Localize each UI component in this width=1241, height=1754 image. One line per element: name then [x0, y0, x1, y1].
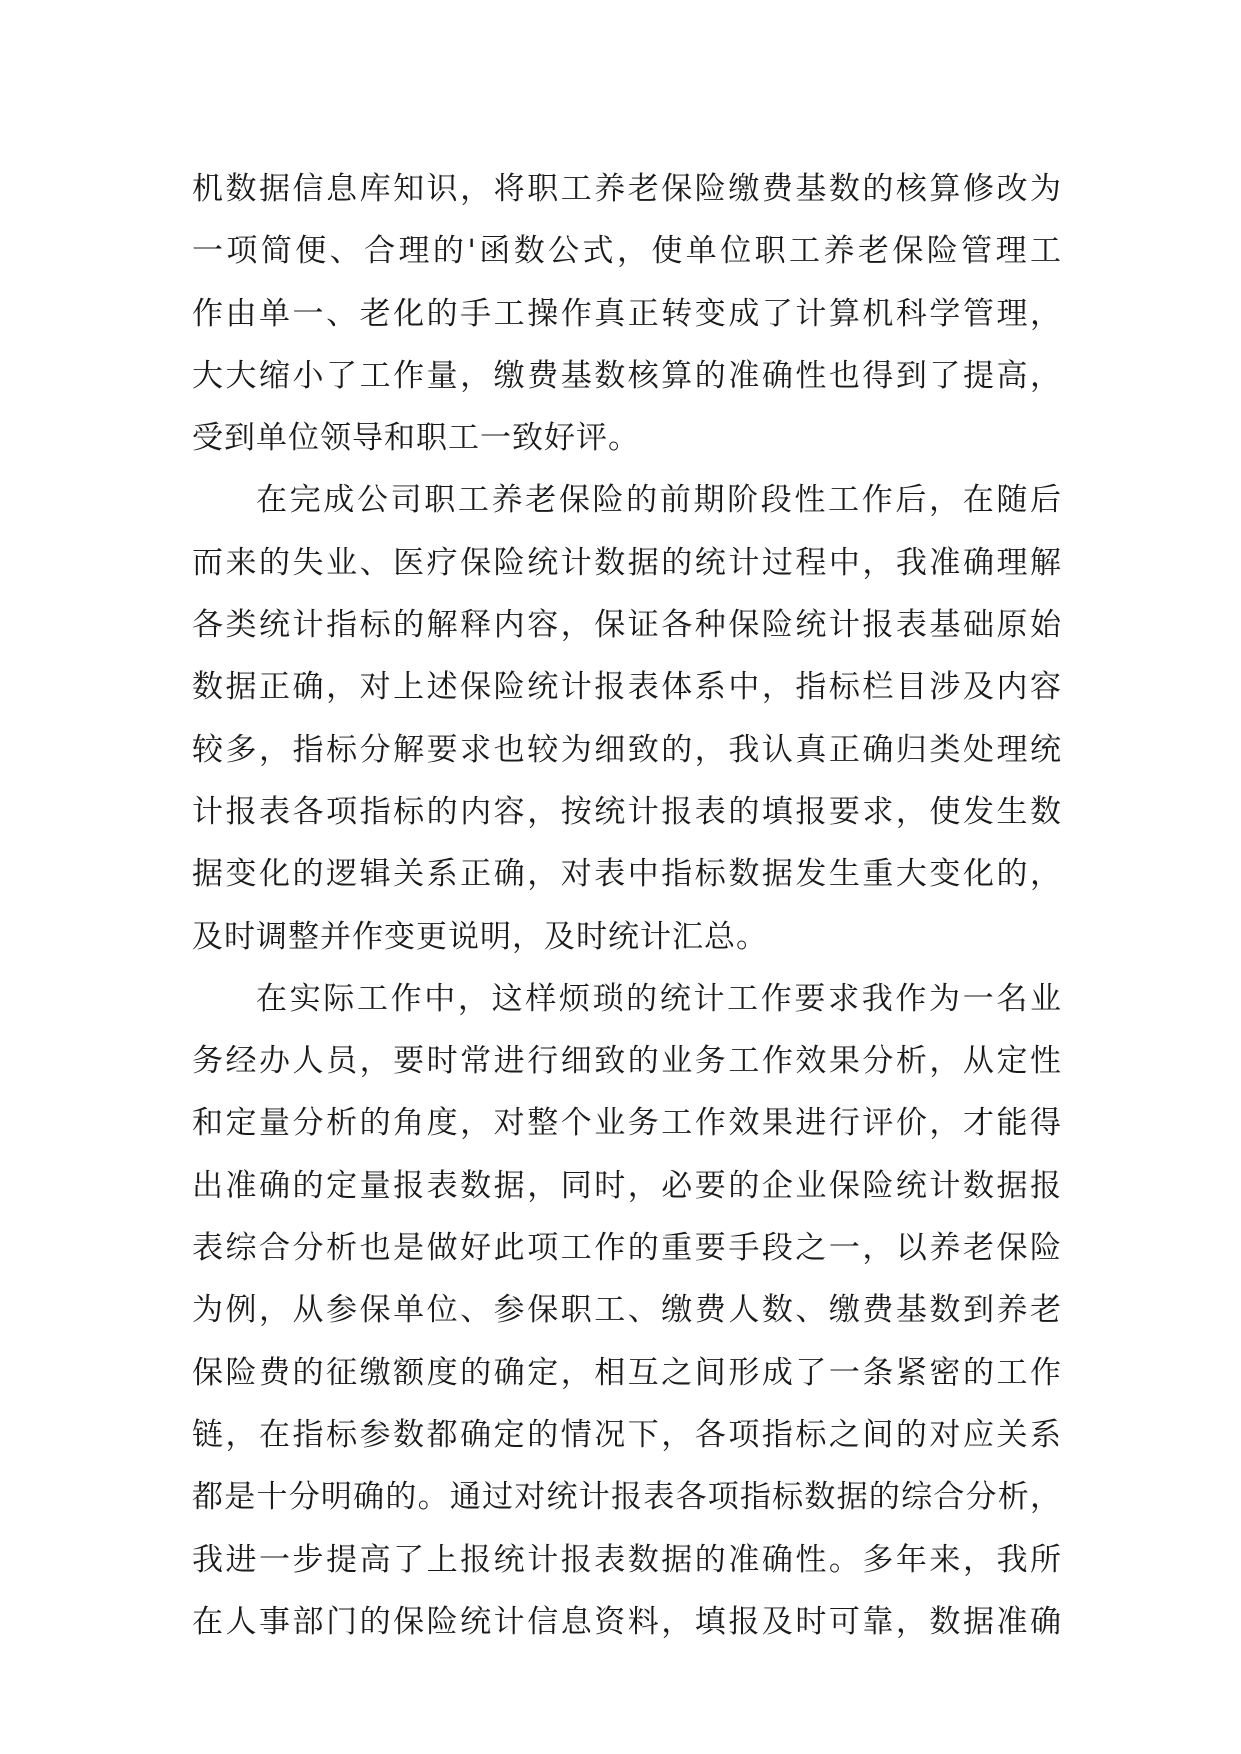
text-line: 大大缩小了工作量，缴费基数核算的准确性也得到了提高， [192, 357, 1062, 394]
text-line: 链，在指标参数都确定的情况下，各项指标之间的对应关系 [192, 1416, 1062, 1453]
text-line: 在完成公司职工养老保险的前期阶段性工作后，在随后 [256, 482, 1062, 519]
text-line: 数据正确，对上述保险统计报表体系中，指标栏目涉及内容 [192, 669, 1062, 706]
document-body [192, 158, 1062, 1653]
text-line: 较多，指标分解要求也较为细致的，我认真正确归类处理统 [192, 731, 1062, 768]
text-line: 都是十分明确的。通过对统计报表各项指标数据的综合分析， [192, 1479, 1062, 1516]
text-line: 各类统计指标的解释内容，保证各种保险统计报表基础原始 [192, 607, 1062, 644]
text-line: 作由单一、老化的手工操作真正转变成了计算机科学管理， [192, 295, 1062, 332]
text-line: 表综合分析也是做好此项工作的重要手段之一，以养老保险 [192, 1230, 1062, 1267]
text-line: 一项简便、合理的'函数公式，使单位职工养老保险管理工 [192, 233, 1062, 270]
text-line: 和定量分析的角度，对整个业务工作效果进行评价，才能得 [192, 1105, 1062, 1142]
paragraph-2 [192, 469, 1062, 967]
text-line: 在人事部门的保险统计信息资料，填报及时可靠，数据准确 [192, 1603, 1062, 1640]
paragraph-3 [192, 968, 1062, 1653]
text-line: 受到单位领导和职工一致好评。 [192, 420, 640, 457]
text-line: 为例，从参保单位、参保职工、缴费人数、缴费基数到养老 [192, 1292, 1062, 1329]
text-line: 在实际工作中，这样烦琐的统计工作要求我作为一名业 [256, 980, 1062, 1017]
text-line: 保险费的征缴额度的确定，相互之间形成了一条紧密的工作 [192, 1354, 1062, 1391]
text-line: 机数据信息库知识，将职工养老保险缴费基数的核算修改为 [192, 171, 1062, 207]
text-line: 据变化的逻辑关系正确，对表中指标数据发生重大变化的， [192, 856, 1062, 893]
paragraph-1 [192, 158, 1062, 469]
text-line: 务经办人员，要时常进行细致的业务工作效果分析，从定性 [192, 1043, 1062, 1080]
text-line: 出准确的定量报表数据，同时，必要的企业保险统计数据报 [192, 1167, 1062, 1204]
text-line: 及时调整并作变更说明，及时统计汇总。 [192, 918, 768, 955]
text-line: 而来的失业、医疗保险统计数据的统计过程中，我准确理解 [192, 544, 1062, 581]
text-line: 计报表各项指标的内容，按统计报表的填报要求，使发生数 [192, 793, 1062, 830]
text-line: 我进一步提高了上报统计报表数据的准确性。多年来，我所 [192, 1541, 1062, 1578]
